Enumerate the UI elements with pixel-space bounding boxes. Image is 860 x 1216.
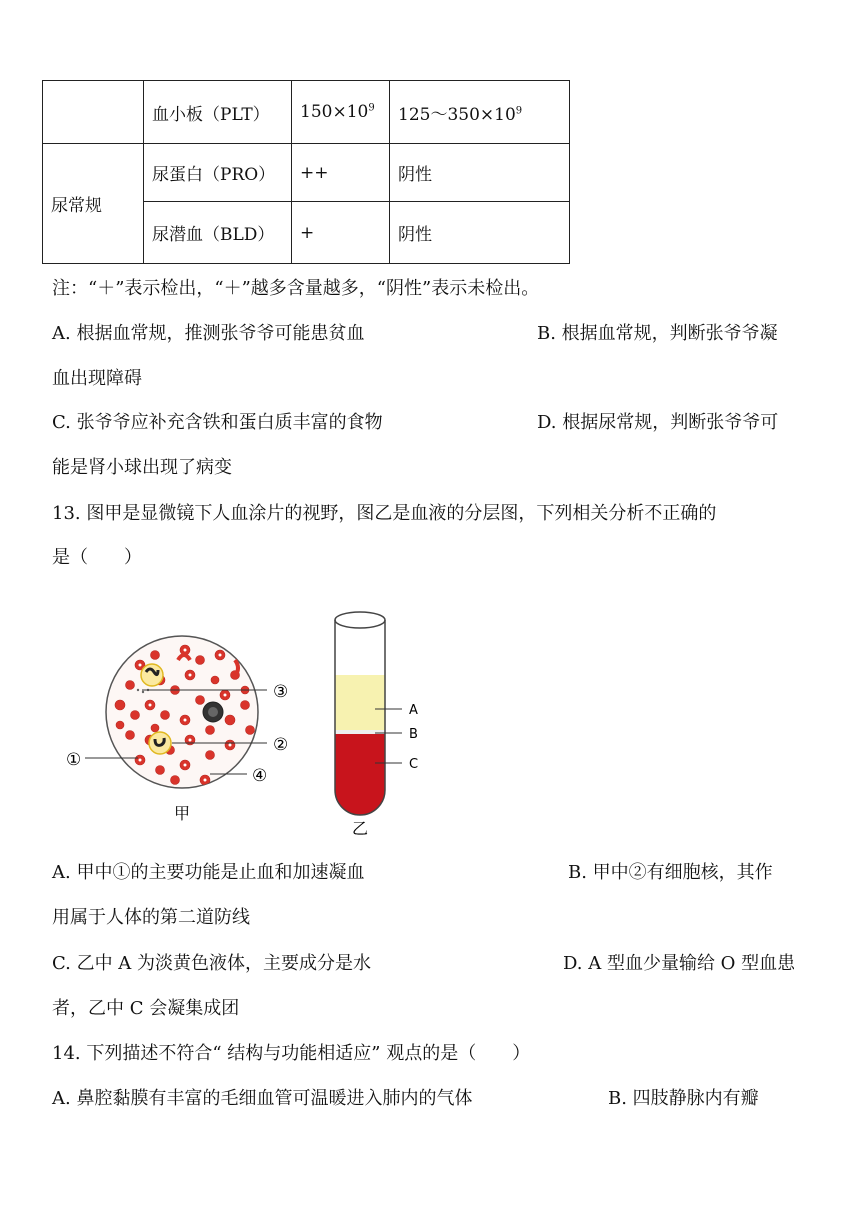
tube-mouth [335,612,385,628]
label-c: C [409,757,419,772]
question-13-stem: 13. 图甲是显微镜下人血涂片的视野，图乙是血液的分层图，下列相关分析不正确的 [52,503,717,524]
option-c: C. 张爷爷应补充含铁和蛋白质丰富的食物 [52,412,383,433]
option-d: D. A 型血少量输给 O 型血患 [563,953,796,974]
table-cell-value: $150\times 10^9$ [292,81,390,144]
option-b-continued: 血出现障碍 [52,368,142,389]
caption-yi: 乙 [352,819,369,838]
question-13-stem-end: 是（ ） [52,547,142,568]
option-a: A. 甲中①的主要功能是止血和加速凝血 [52,862,365,883]
option-c: C. 乙中 A 为淡黄色液体，主要成分是水 [52,953,372,974]
label-1: ① [66,750,82,770]
figure-blood-layers [320,605,440,840]
label-b: B [409,727,418,742]
option-b: B. 四肢静脉内有瓣 [608,1088,759,1109]
red-cell-layer [335,734,385,815]
table-cell-item: 尿蛋白（PRO） [144,144,292,202]
table-cell-range: $125\sim 350\times 10^9$ [390,81,570,144]
blood-urine-table [42,80,570,264]
option-d: D. 根据尿常规，判断张爷爷可 [537,412,779,433]
figure-blood-smear [60,620,300,830]
table-cell-item: 血小板（PLT） [144,81,292,144]
option-d-continued: 能是肾小球出现了病变 [52,457,232,478]
option-b-continued: 用属于人体的第二道防线 [52,907,250,928]
table-note: 注：“＋”表示检出，“＋”越多含量越多，“阴性”表示未检出。 [52,278,540,299]
question-14-stem: 14. 下列描述不符合“ 结构与功能相适应” 观点的是（ ） [52,1043,531,1064]
option-d-continued: 者，乙中 C 会凝集成团 [52,998,240,1019]
white-blood-cell [203,702,223,722]
option-a: A. 根据血常规，推测张爷爷可能患贫血 [52,323,365,344]
table-cell-range: 阴性 [390,202,570,264]
plasma-layer [335,675,385,730]
white-blood-cell [141,664,163,686]
label-3: ③ [273,682,289,702]
table-cell-item: 尿潜血（BLD） [144,202,292,264]
table-cell-group: 尿常规 [43,144,144,264]
table-cell-range: 阴性 [390,144,570,202]
option-a: A. 鼻腔黏膜有丰富的毛细血管可温暖进入肺内的气体 [52,1088,473,1109]
white-blood-cell [149,732,171,754]
table-cell-value: ++ [292,144,390,202]
table-cell-empty [43,81,144,144]
label-a: A [409,703,418,718]
option-b: B. 根据血常规，判断张爷爷凝 [537,323,778,344]
caption-jia: 甲 [174,804,191,823]
label-4: ④ [252,766,268,786]
option-b: B. 甲中②有细胞核，其作 [568,862,773,883]
label-2: ② [273,735,289,755]
table-cell-value: + [292,202,390,264]
